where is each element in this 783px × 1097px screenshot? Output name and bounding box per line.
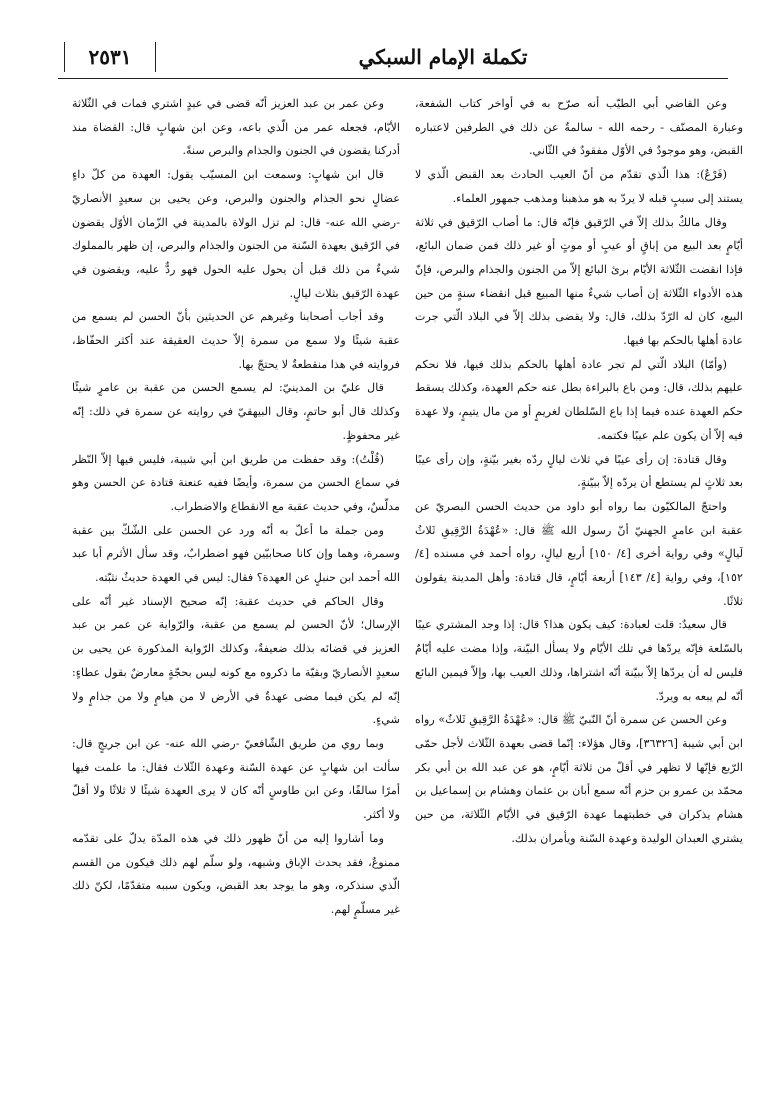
paragraph: وقال مالكٌ بذلك إلاّ في الرّقيق فإنّه قال: ما أصاب الرّقيق في ثلاثة أيّامٍ بعد البيع من إباقٍ أو عيبٍ أو موتٍ أو غير ذلك فمن ضمان البائع، فإذا انقضت الثّلاثة الأيّام برئ البائع إلاّ من الجنون والجذام والبرص، فإنّ هذه الأدواء الثّلاثة إن أصاب شيءٌ منها المبيع قبل انقضاء سنةٍ من حين البيع، كان له الرّدّ بذلك، قال: ولا يقضى بذلك إلاّ في البلاد الّتي جرت عادة أهلها بالحكم بها فيها. <box>415 215 743 348</box>
paragraph: (قُلْتُ): وقد حفظت من طريق ابن أبي شيبة، فليس فيها إلاّ النّظر في سماع الحسن من سمرة، وأيضًا ففيه عنعنة قتادة عن الحسن وهو مدلّسٌ، وفي حديث عقبة مع الانقطاع والاضطراب. <box>72 452 400 513</box>
paragraph: وقد أجاب أصحابنا وغيرهم عن الحديثين بأنّ الحسن لم يسمع من عقبة شيئًا ولا سمع من سمرة إلاّ حديث العقيقة عند أكثر الحفّاظ، فروايته في هذا منقطعةٌ لا يحتجّ بها. <box>72 310 400 371</box>
paragraph: (وأمّا) البلاد الّتي لم تجر عادة أهلها بالحكم بذلك فيها، فلا نحكم عليهم بذلك، قال: ومن باع بالبراءة بطل عنه حكم العهدة، وكذلك يسقط حكم العهدة عنده فيما إذا باع السّلطان لغريمٍ أو من مال يتيمٍ، ولا عهدة فيه إلاّ أن يكون علم عيبًا فكتمه. <box>415 357 743 442</box>
paragraph: وعن الحسن عن سمرة أنّ النّبيّ ﷺ قال: «عُهْدَةُ الرَّقِيقِ ثَلاثٌ» رواه ابن أبي شيبة [٣٦٣٢٦]، وقال هؤلاء: إنّما قضى بعهدة الثّلاث لأجل حمّى الرّبع فإنّها لا تظهر في أقلّ من ثلاثة أيّامٍ، هو عن عبد الله بن أبي بكر محمّد بن عمرو بن حزم أنّه سمع أبان بن عثمان وهشام بن إسماعيل بن هشام يذكران في خطبتهما عهدة الرّقيق في الأيّام الثّلاثة، من حين يشتري العبدان الوليدة وعهدة السّنة ويأمران بذلك. <box>415 713 743 845</box>
paragraph: وبما روي من طريق الشّافعيّ -رضي الله عنه- عن ابن جريجٍ قال: سألت ابن شهابٍ عن عهدة السّنة وعهدة الثّلاث فقال: ما علمت فيها أمرًا سالفًا، وعن ابن طاوسٍ أنّه كان لا يرى العهدة شيئًا لا ثلاثًا ولا أقلّ ولا أكثر. <box>72 736 400 822</box>
paragraph: وعن القاضي أبي الطيّب أنه صرّح به في أواخر كتاب الشفعة، وعبارة المصنّف - رحمه الله - سالمةٌ عن ذلك في الطرفين لاعتباره القبض، وهو موجودٌ في الأوّل مفقودٌ في الثّاني. <box>415 97 743 158</box>
paragraph: وقال قتادة: إن رأى عيبًا في ثلاث ليالٍ ردّه بغير بيّنةٍ، وإن رأى عيبًا بعد ثلاثٍ لم يستطع أن يردّه إلاّ ببيّنةٍ. <box>415 452 743 490</box>
left-column <box>72 92 400 1072</box>
paragraph: وما أشاروا إليه من أنّ ظهور ذلك في هذه المدّة يدلّ على تقدّمه ممنوعٌ، فقد يحدث الإباق وشبهه، ولو سلّم لهم ذلك فيكون من القسم الّذي سنذكره، وهو ما يوجد بعد القبض، ويكون سببه متقدّمًا، لكنّ ذلك غير مسلّمٍ لهم. <box>72 831 400 916</box>
paragraph: قال ابن شهابٍ: وسمعت ابن المسيّب يقول: العهدة من كلّ داءٍ عضالٍ نحو الجذام والجنون والبرص، وعن يحيى بن سعيدٍ الأنصاريّ -رضي الله عنه- قال: لم تزل الولاة بالمدينة في الزّمان الأوّل يقضون في الرّقيق بعهدة السّنة من الجنون والجذام والبرص، إن ظهر بالمملوك شيءٌ من ذلك قبل أن يحول عليه الحول فهو ردٌّ عليه، ويقضون في عهدة الرّقيق بثلاث ليالٍ. <box>72 168 400 300</box>
paragraph: قال سعيدٌ: قلت لعبادة: كيف يكون هذا؟ قال: إذا وجد المشتري عيبًا بالسّلعة فإنّه يردّها في تلك الأيّام ولا يسأل البيّنة، وإذا مضت عليه أيّامٌ فليس له أن يردّها إلاّ ببيّنة أنّه اشتراها، وذلك العيب بها، وإلاّ فيمين البائع أنّه لم يبعه به ويردّ. <box>415 618 743 703</box>
page-number: ٢٥٣١ <box>64 42 156 72</box>
running-title: تكملة الإمام السبكي <box>358 45 528 69</box>
paragraph: (فَرْعٌ): هذا الّذي تقدّم من أنّ العيب الحادث بعد القبض الّذي لا يستند إلى سببٍ قبله لا يردّ به هو مذهبنا ومذهب جمهور العلماء. <box>415 168 743 205</box>
right-column <box>415 92 743 1072</box>
paragraph: وقال الحاكم في حديث عقبة: إنّه صحيح الإسناد غير أنّه على الإرسال؛ لأنّ الحسن لم يسمع من عقبة، والرّواية عن عمر بن عبد العزيز في قضائه بذلك ضعيفةٌ، وكذلك الرّواية المذكورة عن يحيى بن سعيدٍ الأنصاريّ وبقيّة ما ذكروه مع كونه ليس بحجّةٍ معارضٌ بقول عطاءٍ: إنّه لم يكن فيما مضى عهدةٌ في الأرض لا من هيامٍ ولا من جذامٍ ولا شيءٍ. <box>72 594 400 727</box>
paragraph: وعن عمر بن عبد العزيز أنّه قضى في عبدٍ اشتري فمات في الثّلاثة الأيّام، فجعله عمر من الّذي باعه، وعن ابن شهابٍ قال: القضاة منذ أدركنا يقضون في الجنون والجذام والبرص سنةً. <box>72 97 400 158</box>
paragraph: ومن جملة ما أعلّ به أنّه ورد عن الحسن على الشّكّ بين عقبة وسمرة، وهما وإن كانا صحابيّين فهو اضطرابٌ، وقد سأل الأثرم أبا عبد الله أحمد ابن حنبلٍ عن العهدة؟ فقال: ليس في العهدة حديثٌ نثبّته. <box>72 523 400 585</box>
paragraph: قال عليّ بن المدينيّ: لم يسمع الحسن من عقبة بن عامرٍ شيئًا وكذلك قال أبو حاتمٍ، وقال البيهقيّ في روايته عن سمرة في ذلك: إنّه غير محفوظٍ. <box>72 381 400 442</box>
page-header <box>58 40 728 79</box>
paragraph: واحتجّ المالكيّون بما رواه أبو داود من حديث الحسن البصريّ عن عقبة ابن عامرٍ الجهنيّ أنّ رسول الله ﷺ قال: «عُهْدَةُ الرَّقِيقِ ثَلاثُ لَيالٍ» وفي رواية أخرى [٤/ ١٥٠] أربع ليالٍ، رواه أحمد في مسنده [٤/ ١٥٢]، وفي رواية [٤/ ١٤٣] أربعة أيّامٍ، قال قتادة: وأهل المدينة يقولون ثلاثًا. <box>415 499 743 608</box>
